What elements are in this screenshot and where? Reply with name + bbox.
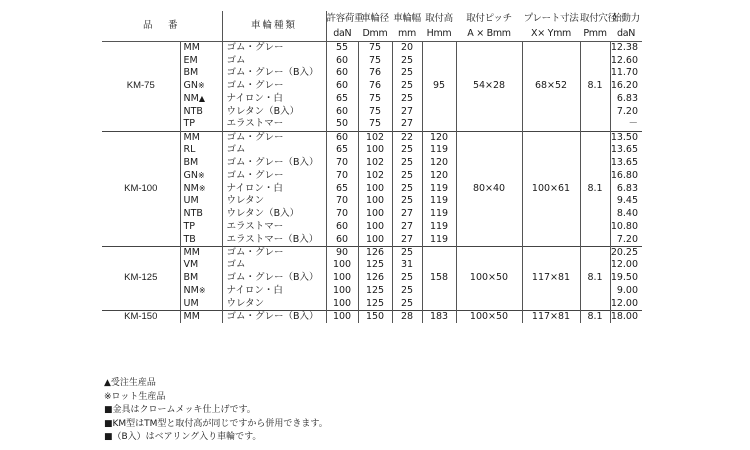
wheel-type: ナイロン・白 — [222, 182, 326, 195]
wheel-width: 27 — [392, 233, 422, 246]
wheel-type: ウレタン（B入） — [222, 208, 326, 221]
mount-height: 119 — [422, 195, 456, 208]
start-force: 18.00 — [610, 310, 642, 323]
header-width: 車輪幅 — [393, 12, 421, 24]
allowable-load: 60 — [326, 233, 358, 246]
wheel-width: 25 — [392, 67, 422, 80]
wheel-diameter: 75 — [358, 54, 392, 67]
wheel-diameter: 126 — [358, 272, 392, 285]
header-height: 取付高 — [425, 12, 453, 24]
table-row — [102, 131, 642, 144]
note-lot-production: ※ロット生産品 — [104, 391, 166, 402]
table-row — [102, 246, 642, 259]
start-force: 7.20 — [616, 233, 639, 245]
code-text: TP — [183, 221, 196, 233]
product-code — [180, 54, 222, 67]
wheel-width: 25 — [392, 285, 422, 298]
wheel-width: 25 — [392, 157, 422, 170]
product-code — [180, 246, 222, 259]
wheel-type: ゴム・グレー（B入） — [222, 157, 326, 170]
start-force: 12.60 — [610, 54, 639, 66]
start-force: 13.50 — [610, 131, 642, 144]
allowable-load: 70 — [326, 157, 358, 170]
production-mark: ※ — [197, 170, 205, 180]
allowable-load: 65 — [326, 144, 358, 157]
wheel-type: ゴム・グレー（B入） — [222, 67, 326, 80]
wheel-type: ゴム — [222, 144, 326, 157]
code-text: UM — [183, 297, 199, 309]
series-label: KM-150 — [102, 310, 180, 323]
code-text: MM — [183, 42, 200, 54]
plate-size: 117×81 — [522, 310, 580, 323]
wheel-diameter: 75 — [358, 118, 392, 131]
table-row — [102, 310, 642, 323]
product-code — [180, 144, 222, 157]
wheel-type: ゴム — [222, 54, 326, 67]
mount-height: 158 — [422, 246, 456, 310]
wheel-type: ゴム・グレー（B入） — [222, 272, 326, 285]
wheel-diameter: 75 — [358, 105, 392, 118]
mount-height: 120 — [422, 157, 456, 170]
wheel-width: 31 — [392, 259, 422, 272]
series-label: KM-75 — [102, 42, 180, 132]
plate-size: 68×52 — [522, 42, 580, 132]
wheel-type: エラストマー（B入） — [222, 233, 326, 246]
wheel-diameter: 75 — [358, 93, 392, 106]
product-code — [180, 208, 222, 221]
wheel-diameter: 125 — [358, 297, 392, 310]
wheel-width: 27 — [392, 221, 422, 234]
wheel-diameter: 100 — [358, 144, 392, 157]
mount-height: 119 — [422, 208, 456, 221]
note-compatibility: ■KM型はTM型と取付高が同じですから併用できます。 — [104, 418, 328, 429]
wheel-width: 25 — [392, 169, 422, 182]
code-text: TP — [183, 118, 196, 130]
wheel-diameter: 100 — [358, 208, 392, 221]
wheel-width: 25 — [392, 144, 422, 157]
mount-height: 119 — [422, 182, 456, 195]
start-force: 9.45 — [616, 195, 639, 207]
start-force: 19.50 — [610, 272, 639, 284]
start-force: 12.00 — [610, 259, 639, 271]
start-force: － — [628, 118, 639, 130]
wheel-type: ゴム・グレー（B入） — [222, 310, 326, 323]
wheel-diameter: 100 — [358, 233, 392, 246]
wheel-width: 25 — [392, 80, 422, 93]
bolt-hole: 8.1 — [580, 42, 610, 132]
mount-pitch: 100×50 — [456, 310, 522, 323]
start-force: 11.70 — [610, 67, 639, 79]
wheel-diameter: 100 — [358, 195, 392, 208]
wheel-diameter: 76 — [358, 80, 392, 93]
allowable-load: 100 — [326, 259, 358, 272]
mount-pitch: 100×50 — [456, 246, 522, 310]
allowable-load: 65 — [326, 93, 358, 106]
wheel-type: ゴム・グレー — [222, 42, 326, 55]
allowable-load: 60 — [326, 54, 358, 67]
spec-body — [102, 42, 642, 324]
code-text: VM — [183, 259, 199, 271]
code-text: MM — [183, 246, 200, 258]
start-force: 7.20 — [616, 105, 639, 117]
product-code — [180, 157, 222, 170]
start-force: 6.83 — [616, 182, 639, 194]
wheel-type: ゴム・グレー — [222, 169, 326, 182]
wheel-type: エラストマー — [222, 118, 326, 131]
wheel-width: 28 — [392, 310, 422, 323]
wheel-width: 25 — [392, 54, 422, 67]
wheel-diameter: 76 — [358, 67, 392, 80]
bolt-hole: 8.1 — [580, 310, 610, 323]
wheel-type: エラストマー — [222, 221, 326, 234]
header-diameter-unit: Dmm — [358, 26, 392, 42]
allowable-load: 70 — [326, 208, 358, 221]
header-start-force-unit: daN — [610, 26, 642, 42]
wheel-diameter: 150 — [358, 310, 392, 323]
header-start-force: 始動力 — [612, 12, 640, 24]
wheel-type: ゴム・グレー — [222, 246, 326, 259]
product-code — [180, 272, 222, 285]
start-force: 20.25 — [610, 246, 642, 259]
code-text: RL — [183, 144, 196, 156]
bolt-hole: 8.1 — [580, 246, 610, 310]
plate-size: 100×61 — [522, 131, 580, 246]
wheel-type: ゴム — [222, 259, 326, 272]
header-width-unit: mm — [392, 26, 422, 42]
bolt-hole: 8.1 — [580, 131, 610, 246]
mount-height: 183 — [422, 310, 456, 323]
product-code — [180, 93, 222, 106]
allowable-load: 100 — [326, 297, 358, 310]
product-code — [180, 221, 222, 234]
production-mark: ※ — [198, 286, 206, 296]
product-code — [180, 118, 222, 131]
product-code — [180, 80, 222, 93]
start-force: 9.00 — [616, 285, 639, 297]
allowable-load: 90 — [326, 246, 358, 259]
header-bolt: 取付穴径 — [580, 12, 617, 24]
start-force: 10.80 — [610, 221, 639, 233]
mount-height: 120 — [422, 169, 456, 182]
product-code — [180, 42, 222, 55]
code-text: NTB — [183, 105, 203, 117]
wheel-width: 25 — [392, 182, 422, 195]
mount-height: 120 — [422, 131, 456, 144]
product-code — [180, 310, 222, 323]
code-text: NM — [183, 182, 199, 194]
start-force: 16.80 — [610, 169, 639, 181]
wheel-diameter: 126 — [358, 246, 392, 259]
wheel-type: ウレタン（B入） — [222, 105, 326, 118]
allowable-load: 100 — [326, 310, 358, 323]
wheel-diameter: 102 — [358, 157, 392, 170]
header-load-unit: daN — [326, 26, 358, 42]
wheel-width: 25 — [392, 195, 422, 208]
header-plate-unit: X× Ymm — [522, 26, 580, 42]
allowable-load: 70 — [326, 169, 358, 182]
code-text: GN — [183, 169, 198, 181]
start-force: 12.38 — [610, 42, 642, 55]
code-text: BM — [183, 157, 199, 169]
series-label: KM-125 — [102, 246, 180, 310]
header-wheel-type: 車輪種類 — [222, 11, 326, 42]
wheel-type: ゴム・グレー — [222, 80, 326, 93]
header-name: 品 番 — [102, 11, 222, 42]
wheel-diameter: 100 — [358, 182, 392, 195]
production-mark: ※ — [198, 183, 206, 193]
caster-spec-table — [102, 11, 642, 323]
allowable-load: 100 — [326, 285, 358, 298]
wheel-diameter: 102 — [358, 131, 392, 144]
allowable-load: 60 — [326, 67, 358, 80]
header-plate: プレート寸法 — [523, 12, 579, 24]
start-force: 12.00 — [610, 297, 639, 309]
code-text: EM — [183, 54, 198, 66]
wheel-width: 27 — [392, 208, 422, 221]
wheel-type: ゴム・グレー — [222, 131, 326, 144]
mount-pitch: 80×40 — [456, 131, 522, 246]
code-text: MM — [183, 310, 200, 322]
wheel-diameter: 100 — [358, 221, 392, 234]
code-text: MM — [183, 131, 200, 143]
wheel-width: 25 — [392, 297, 422, 310]
wheel-diameter: 125 — [358, 285, 392, 298]
notes — [104, 377, 328, 445]
start-force: 6.83 — [616, 93, 639, 105]
wheel-type: ウレタン — [222, 195, 326, 208]
wheel-width: 22 — [392, 131, 422, 144]
start-force: 13.65 — [610, 144, 639, 156]
mount-height: 119 — [422, 144, 456, 157]
product-code — [180, 233, 222, 246]
product-code — [180, 195, 222, 208]
allowable-load: 60 — [326, 105, 358, 118]
product-code — [180, 131, 222, 144]
wheel-diameter: 75 — [358, 42, 392, 55]
production-mark: ▲ — [198, 94, 205, 104]
product-code — [180, 169, 222, 182]
wheel-width: 25 — [392, 246, 422, 259]
allowable-load: 65 — [326, 182, 358, 195]
wheel-diameter: 102 — [358, 169, 392, 182]
wheel-width: 25 — [392, 272, 422, 285]
header-pitch: 取付ピッチ — [466, 12, 512, 24]
code-text: NTB — [183, 208, 203, 220]
mount-height: 95 — [422, 42, 456, 132]
start-force: 16.20 — [610, 80, 639, 92]
note-bearing: ■（B入）はベアリング入り車輪です。 — [104, 432, 262, 443]
header-diameter: 車輪径 — [361, 12, 389, 24]
wheel-type: ナイロン・白 — [222, 93, 326, 106]
plate-size: 117×81 — [522, 246, 580, 310]
product-code — [180, 182, 222, 195]
start-force: 8.40 — [616, 208, 639, 220]
mount-height: 119 — [422, 221, 456, 234]
wheel-width: 27 — [392, 105, 422, 118]
allowable-load: 60 — [326, 131, 358, 144]
allowable-load: 60 — [326, 221, 358, 234]
series-label: KM-100 — [102, 131, 180, 246]
note-made-to-order: ▲受注生産品 — [104, 378, 156, 388]
table-row — [102, 42, 642, 55]
product-code — [180, 67, 222, 80]
header-row-1 — [102, 11, 642, 26]
header-load: 許容荷重 — [326, 12, 364, 24]
code-text: NM — [183, 93, 199, 105]
product-code — [180, 259, 222, 272]
wheel-diameter: 125 — [358, 259, 392, 272]
wheel-width: 20 — [392, 42, 422, 55]
allowable-load: 50 — [326, 118, 358, 131]
code-text: BM — [183, 272, 199, 284]
start-force: 13.65 — [610, 157, 639, 169]
code-text: GN — [183, 80, 198, 92]
product-code — [180, 285, 222, 298]
wheel-width: 27 — [392, 118, 422, 131]
note-chrome-finish: ■金具はクロームメッキ仕上げです。 — [104, 405, 256, 416]
wheel-type: ナイロン・白 — [222, 285, 326, 298]
allowable-load: 60 — [326, 80, 358, 93]
product-code — [180, 105, 222, 118]
allowable-load: 100 — [326, 272, 358, 285]
mount-pitch: 54×28 — [456, 42, 522, 132]
production-mark: ※ — [197, 81, 205, 91]
header-pitch-unit: A × Bmm — [456, 26, 522, 42]
code-text: TB — [183, 233, 196, 245]
wheel-width: 25 — [392, 93, 422, 106]
code-text: UM — [183, 195, 199, 207]
allowable-load: 55 — [326, 42, 358, 55]
wheel-type: ウレタン — [222, 297, 326, 310]
code-text: BM — [183, 67, 199, 79]
code-text: NM — [183, 285, 199, 297]
product-code — [180, 297, 222, 310]
allowable-load: 70 — [326, 195, 358, 208]
mount-height: 119 — [422, 233, 456, 246]
header-bolt-unit: Pmm — [580, 26, 610, 42]
header-height-unit: Hmm — [422, 26, 456, 42]
